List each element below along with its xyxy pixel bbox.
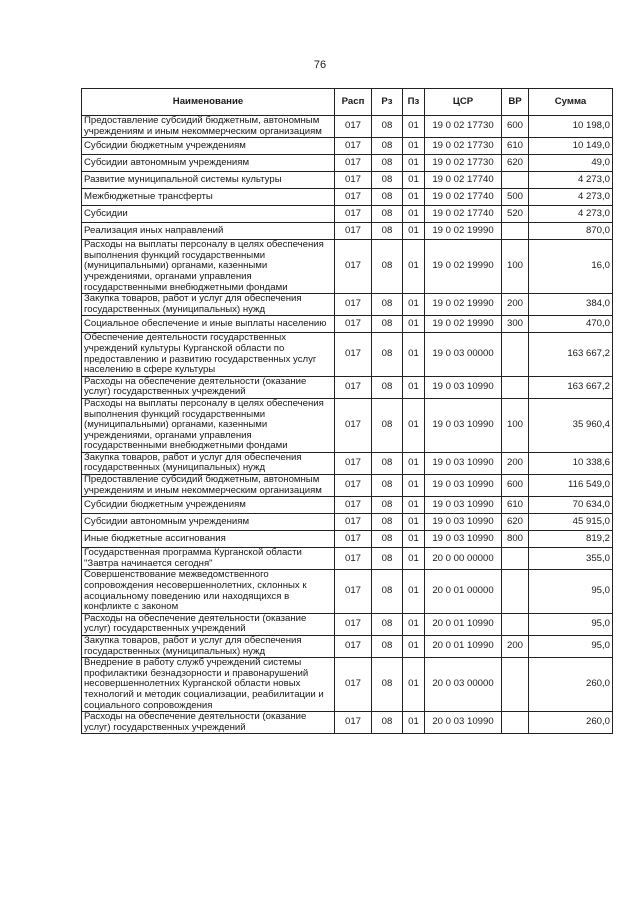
cell-vr: 100 <box>502 240 529 294</box>
table-row <box>82 376 613 398</box>
cell-pz: 01 <box>403 452 425 474</box>
cell-rz: 08 <box>372 531 403 548</box>
cell-sum: 10 149,0 <box>529 138 613 155</box>
cell-sum: 163 667,2 <box>529 376 613 398</box>
cell-rasp: 017 <box>335 452 372 474</box>
table-row <box>82 172 613 189</box>
cell-rasp: 017 <box>335 548 372 570</box>
cell-rz: 08 <box>372 658 403 712</box>
table-row <box>82 398 613 452</box>
cell-rz: 08 <box>372 398 403 452</box>
cell-csr: 19 0 03 10990 <box>425 376 502 398</box>
table-row <box>82 240 613 294</box>
cell-sum: 4 273,0 <box>529 172 613 189</box>
cell-name: Закупка товаров, работ и услуг для обеспечения государственных (муниципальных) нужд <box>82 452 335 474</box>
cell-name: Реализация иных направлений <box>82 223 335 240</box>
cell-rz: 08 <box>372 116 403 138</box>
header-vr: ВР <box>502 89 529 116</box>
table-row <box>82 116 613 138</box>
cell-sum: 355,0 <box>529 548 613 570</box>
cell-pz: 01 <box>403 116 425 138</box>
cell-csr: 20 0 03 10990 <box>425 712 502 734</box>
cell-vr: 610 <box>502 138 529 155</box>
cell-rasp: 017 <box>335 570 372 613</box>
cell-rz: 08 <box>372 514 403 531</box>
cell-vr: 200 <box>502 452 529 474</box>
cell-pz: 01 <box>403 475 425 497</box>
table-row <box>82 206 613 223</box>
header-pz: Пз <box>403 89 425 116</box>
cell-rasp: 017 <box>335 223 372 240</box>
table-row <box>82 452 613 474</box>
cell-vr <box>502 172 529 189</box>
cell-name: Расходы на обеспечение деятельности (оказание услуг) государственных учреждений <box>82 613 335 635</box>
cell-sum: 260,0 <box>529 658 613 712</box>
cell-csr: 19 0 02 17730 <box>425 138 502 155</box>
cell-csr: 20 0 03 00000 <box>425 658 502 712</box>
cell-rasp: 017 <box>335 475 372 497</box>
cell-vr <box>502 333 529 376</box>
table-row <box>82 294 613 316</box>
cell-rasp: 017 <box>335 376 372 398</box>
cell-name: Предоставление субсидий бюджетным, автономным учреждениям и иным некоммерческим организациям <box>82 116 335 138</box>
cell-csr: 19 0 02 19990 <box>425 240 502 294</box>
cell-rz: 08 <box>372 333 403 376</box>
cell-rz: 08 <box>372 155 403 172</box>
header-rz: Рз <box>372 89 403 116</box>
cell-name: Субсидии автономным учреждениям <box>82 514 335 531</box>
cell-rasp: 017 <box>335 155 372 172</box>
cell-pz: 01 <box>403 206 425 223</box>
cell-name: Субсидии автономным учреждениям <box>82 155 335 172</box>
cell-csr: 20 0 01 10990 <box>425 613 502 635</box>
cell-vr: 200 <box>502 636 529 658</box>
cell-csr: 19 0 03 10990 <box>425 514 502 531</box>
cell-sum: 819,2 <box>529 531 613 548</box>
cell-sum: 10 338,6 <box>529 452 613 474</box>
cell-csr: 20 0 01 00000 <box>425 570 502 613</box>
cell-csr: 19 0 03 10990 <box>425 398 502 452</box>
cell-sum: 470,0 <box>529 316 613 333</box>
cell-csr: 19 0 02 19990 <box>425 294 502 316</box>
cell-rz: 08 <box>372 172 403 189</box>
cell-rz: 08 <box>372 712 403 734</box>
cell-vr <box>502 570 529 613</box>
cell-vr: 100 <box>502 398 529 452</box>
cell-name: Развитие муниципальной системы культуры <box>82 172 335 189</box>
cell-vr <box>502 376 529 398</box>
cell-rasp: 017 <box>335 613 372 635</box>
cell-vr: 520 <box>502 206 529 223</box>
cell-rasp: 017 <box>335 531 372 548</box>
cell-rasp: 017 <box>335 712 372 734</box>
cell-sum: 4 273,0 <box>529 189 613 206</box>
cell-csr: 19 0 02 17740 <box>425 206 502 223</box>
table-row <box>82 531 613 548</box>
cell-pz: 01 <box>403 398 425 452</box>
cell-vr: 600 <box>502 116 529 138</box>
cell-rasp: 017 <box>335 116 372 138</box>
cell-rz: 08 <box>372 376 403 398</box>
cell-sum: 116 549,0 <box>529 475 613 497</box>
table-row <box>82 223 613 240</box>
header-sum: Сумма <box>529 89 613 116</box>
cell-name: Закупка товаров, работ и услуг для обеспечения государственных (муниципальных) нужд <box>82 636 335 658</box>
cell-rz: 08 <box>372 316 403 333</box>
cell-name: Субсидии <box>82 206 335 223</box>
cell-vr: 200 <box>502 294 529 316</box>
cell-rasp: 017 <box>335 206 372 223</box>
cell-name: Субсидии бюджетным учреждениям <box>82 138 335 155</box>
cell-rz: 08 <box>372 570 403 613</box>
cell-rasp: 017 <box>335 189 372 206</box>
cell-rz: 08 <box>372 223 403 240</box>
cell-vr: 300 <box>502 316 529 333</box>
cell-sum: 95,0 <box>529 570 613 613</box>
cell-rasp: 017 <box>335 497 372 514</box>
cell-csr: 19 0 02 17740 <box>425 189 502 206</box>
cell-pz: 01 <box>403 636 425 658</box>
cell-csr: 19 0 03 10990 <box>425 497 502 514</box>
cell-pz: 01 <box>403 138 425 155</box>
cell-rz: 08 <box>372 294 403 316</box>
cell-sum: 10 198,0 <box>529 116 613 138</box>
cell-name: Субсидии бюджетным учреждениям <box>82 497 335 514</box>
table-row <box>82 613 613 635</box>
cell-csr: 19 0 02 19990 <box>425 316 502 333</box>
cell-sum: 95,0 <box>529 613 613 635</box>
cell-rasp: 017 <box>335 398 372 452</box>
table-row <box>82 333 613 376</box>
table-row <box>82 497 613 514</box>
cell-csr: 20 0 01 10990 <box>425 636 502 658</box>
cell-rasp: 017 <box>335 333 372 376</box>
cell-vr <box>502 658 529 712</box>
cell-sum: 163 667,2 <box>529 333 613 376</box>
table-row <box>82 316 613 333</box>
cell-name: Социальное обеспечение и иные выплаты населению <box>82 316 335 333</box>
cell-rasp: 017 <box>335 172 372 189</box>
cell-sum: 49,0 <box>529 155 613 172</box>
cell-vr <box>502 223 529 240</box>
cell-sum: 45 915,0 <box>529 514 613 531</box>
table-row <box>82 658 613 712</box>
cell-pz: 01 <box>403 316 425 333</box>
cell-sum: 95,0 <box>529 636 613 658</box>
cell-sum: 4 273,0 <box>529 206 613 223</box>
cell-pz: 01 <box>403 548 425 570</box>
cell-rz: 08 <box>372 189 403 206</box>
cell-name: Совершенствование межведомственного сопровождения несовершеннолетних, склонных к асоциальному поведению или находящихся в конфликте с законом <box>82 570 335 613</box>
cell-csr: 19 0 03 10990 <box>425 452 502 474</box>
cell-pz: 01 <box>403 189 425 206</box>
cell-pz: 01 <box>403 497 425 514</box>
cell-vr: 800 <box>502 531 529 548</box>
cell-rasp: 017 <box>335 316 372 333</box>
table-row <box>82 548 613 570</box>
table-row <box>82 636 613 658</box>
cell-pz: 01 <box>403 240 425 294</box>
cell-name: Обеспечение деятельности государственных учреждений культуры Курганской области по предоставлению и развитию государственных услуг населению в сфере культуры <box>82 333 335 376</box>
table-row <box>82 570 613 613</box>
cell-vr: 620 <box>502 514 529 531</box>
cell-vr <box>502 548 529 570</box>
cell-name: Расходы на выплаты персоналу в целях обеспечения выполнения функций государственными (муниципальными) органами, казенными учреждениями, органами управления государственными внебюджетными фондами <box>82 240 335 294</box>
cell-csr: 19 0 02 17730 <box>425 155 502 172</box>
cell-rz: 08 <box>372 613 403 635</box>
header-name: Наименование <box>82 89 335 116</box>
cell-pz: 01 <box>403 223 425 240</box>
cell-rz: 08 <box>372 138 403 155</box>
cell-vr: 500 <box>502 189 529 206</box>
cell-rz: 08 <box>372 636 403 658</box>
cell-sum: 384,0 <box>529 294 613 316</box>
cell-name: Внедрение в работу служб учреждений системы профилактики безнадзорности и правонарушений несовершеннолетних Курганской области новых технологий и методик социализации, реабилитации и социального сопровождения <box>82 658 335 712</box>
table-row <box>82 155 613 172</box>
cell-name: Расходы на обеспечение деятельности (оказание услуг) государственных учреждений <box>82 376 335 398</box>
table-body <box>82 116 613 734</box>
cell-pz: 01 <box>403 376 425 398</box>
table-row <box>82 138 613 155</box>
cell-rz: 08 <box>372 452 403 474</box>
cell-vr <box>502 613 529 635</box>
table-row <box>82 189 613 206</box>
cell-name: Предоставление субсидий бюджетным, автономным учреждениям и иным некоммерческим организациям <box>82 475 335 497</box>
cell-sum: 870,0 <box>529 223 613 240</box>
cell-vr: 600 <box>502 475 529 497</box>
cell-rasp: 017 <box>335 658 372 712</box>
cell-sum: 260,0 <box>529 712 613 734</box>
table-row <box>82 712 613 734</box>
cell-csr: 19 0 02 17730 <box>425 116 502 138</box>
table-header <box>82 89 613 116</box>
cell-pz: 01 <box>403 333 425 376</box>
cell-rasp: 017 <box>335 636 372 658</box>
cell-vr: 620 <box>502 155 529 172</box>
header-csr: ЦСР <box>425 89 502 116</box>
cell-rasp: 017 <box>335 138 372 155</box>
cell-pz: 01 <box>403 712 425 734</box>
cell-rasp: 017 <box>335 240 372 294</box>
cell-name: Межбюджетные трансферты <box>82 189 335 206</box>
cell-name: Расходы на обеспечение деятельности (оказание услуг) государственных учреждений <box>82 712 335 734</box>
cell-pz: 01 <box>403 613 425 635</box>
cell-pz: 01 <box>403 570 425 613</box>
table-row <box>82 514 613 531</box>
cell-rz: 08 <box>372 475 403 497</box>
cell-csr: 20 0 00 00000 <box>425 548 502 570</box>
cell-rz: 08 <box>372 497 403 514</box>
cell-pz: 01 <box>403 658 425 712</box>
cell-sum: 16,0 <box>529 240 613 294</box>
header-rasp: Расп <box>335 89 372 116</box>
cell-vr: 610 <box>502 497 529 514</box>
cell-rasp: 017 <box>335 514 372 531</box>
header-row <box>82 89 613 116</box>
cell-pz: 01 <box>403 155 425 172</box>
cell-name: Государственная программа Курганской области "Завтра начинается сегодня" <box>82 548 335 570</box>
cell-pz: 01 <box>403 514 425 531</box>
page-number: 76 <box>313 59 327 71</box>
cell-pz: 01 <box>403 531 425 548</box>
cell-csr: 19 0 03 10990 <box>425 475 502 497</box>
cell-pz: 01 <box>403 172 425 189</box>
cell-rz: 08 <box>372 206 403 223</box>
cell-csr: 19 0 02 17740 <box>425 172 502 189</box>
budget-table <box>81 88 613 734</box>
cell-csr: 19 0 03 00000 <box>425 333 502 376</box>
cell-name: Иные бюджетные ассигнования <box>82 531 335 548</box>
cell-vr <box>502 712 529 734</box>
cell-rasp: 017 <box>335 294 372 316</box>
cell-csr: 19 0 03 10990 <box>425 531 502 548</box>
cell-csr: 19 0 02 19990 <box>425 223 502 240</box>
cell-pz: 01 <box>403 294 425 316</box>
cell-sum: 35 960,4 <box>529 398 613 452</box>
cell-sum: 70 634,0 <box>529 497 613 514</box>
cell-name: Расходы на выплаты персоналу в целях обеспечения выполнения функций государственными (муниципальными) органами, казенными учреждениями, органами управления государственными внебюджетными фондами <box>82 398 335 452</box>
cell-rz: 08 <box>372 548 403 570</box>
table-row <box>82 475 613 497</box>
cell-rz: 08 <box>372 240 403 294</box>
cell-name: Закупка товаров, работ и услуг для обеспечения государственных (муниципальных) нужд <box>82 294 335 316</box>
